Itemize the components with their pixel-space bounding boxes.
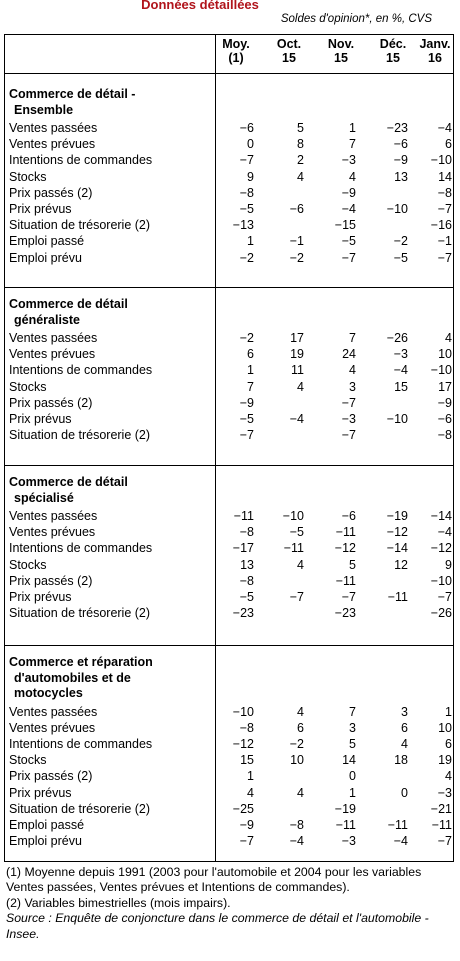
- cell-value: 11: [291, 363, 304, 378]
- cell-value: −8: [289, 817, 304, 832]
- cell-value: −23: [386, 121, 408, 135]
- cell-value: −16: [430, 218, 452, 233]
- cell-value: −3: [341, 412, 356, 426]
- cell-value: 10: [290, 753, 304, 768]
- row-label: Emploi prévu: [9, 834, 82, 849]
- cell-value: 6: [401, 720, 408, 735]
- cell-value: −8: [437, 428, 452, 443]
- table-row: [5, 152, 453, 168]
- cell-value: −8: [239, 573, 254, 588]
- column-header: [411, 37, 459, 65]
- cell-value: −11: [335, 525, 356, 540]
- section-title-line: spécialisé: [14, 490, 74, 505]
- cell-value: 9: [445, 557, 452, 572]
- cell-value: −10: [386, 202, 408, 216]
- row-label: Stocks: [9, 379, 47, 394]
- cell-value: −5: [393, 250, 408, 265]
- table-row: [5, 508, 453, 524]
- table-row: [5, 233, 453, 249]
- cell-value: −3: [341, 834, 356, 849]
- cell-value: 4: [297, 704, 304, 719]
- cell-value: 8: [297, 137, 304, 152]
- section-title-line: Commerce de détail: [9, 297, 128, 311]
- cell-value: −2: [289, 250, 304, 265]
- table-row: [5, 605, 453, 621]
- cell-value: 14: [342, 753, 356, 768]
- cell-value: 0: [247, 137, 254, 152]
- table-subtitle: Soldes d'opinion*, en %, CVS: [280, 13, 432, 25]
- cell-value: 24: [342, 347, 356, 362]
- cell-value: 3: [349, 379, 356, 394]
- section-divider: [5, 287, 453, 288]
- cell-value: −7: [341, 428, 356, 443]
- cell-value: −4: [393, 834, 408, 849]
- cell-value: −4: [437, 121, 452, 135]
- table-row: [5, 540, 453, 556]
- cell-value: 7: [247, 379, 254, 394]
- table-row: [5, 169, 453, 185]
- cell-value: −2: [393, 234, 408, 249]
- cell-value: −7: [239, 834, 254, 849]
- row-label: Stocks: [9, 753, 47, 768]
- cell-value: −3: [341, 153, 356, 168]
- cell-value: −12: [334, 541, 356, 556]
- row-label: Ventes passées: [9, 704, 98, 719]
- cell-value: 19: [290, 347, 304, 362]
- table-row: [5, 201, 453, 217]
- column-header-line1: Nov.: [327, 37, 355, 51]
- cell-value: −6: [341, 509, 356, 523]
- column-header-line1: Déc.: [379, 37, 407, 51]
- row-label: Ventes prévues: [9, 720, 96, 735]
- cell-value: −17: [232, 541, 254, 556]
- cell-value: 7: [349, 331, 356, 345]
- cell-value: −12: [386, 525, 408, 540]
- column-header-line2: (1): [228, 51, 244, 65]
- cell-value: −10: [232, 704, 254, 719]
- cell-value: −8: [239, 720, 254, 735]
- row-label: Ventes passées: [9, 509, 98, 523]
- cell-value: −2: [289, 736, 304, 751]
- cell-value: 4: [297, 557, 304, 572]
- cell-value: −7: [341, 590, 356, 604]
- table-row: [5, 768, 453, 784]
- cell-value: −4: [393, 363, 408, 378]
- cell-value: −13: [232, 218, 254, 233]
- cell-value: −8: [239, 525, 254, 540]
- column-header-line2: 15: [282, 51, 296, 65]
- row-label: Prix passés (2): [9, 185, 93, 200]
- column-header-line1: Oct.: [276, 37, 302, 51]
- column-header: [317, 37, 365, 65]
- cell-value: −1: [437, 234, 452, 249]
- section-title: [9, 297, 128, 328]
- cell-value: 1: [247, 363, 254, 378]
- cell-value: 7: [349, 137, 356, 152]
- cell-value: −3: [437, 785, 452, 800]
- column-header: [212, 37, 260, 65]
- row-label: Situation de trésorerie (2): [9, 801, 151, 816]
- cell-value: 1: [247, 769, 254, 784]
- cell-value: 6: [445, 137, 452, 152]
- cell-value: −2: [239, 331, 254, 345]
- cell-value: 6: [247, 347, 254, 362]
- cell-value: 10: [438, 720, 452, 735]
- row-label: Prix prévus: [9, 412, 72, 426]
- cell-value: −7: [341, 250, 356, 265]
- row-label: Situation de trésorerie (2): [9, 218, 151, 233]
- row-label: Ventes prévues: [9, 347, 96, 362]
- cell-value: −23: [232, 606, 254, 621]
- cell-value: −11: [283, 541, 304, 556]
- cell-value: −10: [386, 412, 408, 426]
- cell-value: −4: [289, 412, 304, 426]
- cell-value: −6: [393, 137, 408, 152]
- table-row: [5, 785, 453, 801]
- footnotes: [6, 865, 452, 942]
- table-row: [5, 330, 453, 346]
- cell-value: −10: [430, 573, 452, 588]
- section-title-line: généraliste: [14, 312, 81, 327]
- column-header-line2: 15: [334, 51, 348, 65]
- row-label: Intentions de commandes: [9, 541, 153, 556]
- table-row: [5, 736, 453, 752]
- row-label: Prix passés (2): [9, 769, 93, 784]
- cell-value: 4: [349, 169, 356, 184]
- page-title: Données détaillées: [141, 0, 259, 12]
- cell-value: 4: [401, 736, 408, 751]
- row-label: Emploi passé: [9, 817, 85, 832]
- row-label: Stocks: [9, 557, 47, 572]
- header-divider: [5, 73, 453, 74]
- cell-value: −8: [437, 185, 452, 200]
- row-label: Prix prévus: [9, 202, 72, 216]
- cell-value: −1: [289, 234, 304, 249]
- section-title-line: Commerce et réparation: [9, 655, 153, 669]
- column-header-line2: 16: [428, 51, 442, 65]
- cell-value: 4: [297, 169, 304, 184]
- table-row: [5, 217, 453, 233]
- cell-value: −10: [430, 363, 452, 378]
- cell-value: 12: [394, 557, 408, 572]
- cell-value: 17: [438, 379, 452, 394]
- cell-value: −6: [239, 121, 254, 135]
- cell-value: −7: [239, 153, 254, 168]
- footnote-2: (2) Variables bimestrielles (mois impairs).: [6, 895, 231, 910]
- section-title-line: d'automobiles et de: [14, 670, 131, 685]
- cell-value: −9: [341, 185, 356, 200]
- row-label: Emploi passé: [9, 234, 85, 249]
- cell-value: 4: [349, 363, 356, 378]
- cell-value: 5: [349, 557, 356, 572]
- table-row: [5, 362, 453, 378]
- cell-value: 3: [401, 704, 408, 719]
- cell-value: −9: [239, 395, 254, 410]
- table-row: [5, 524, 453, 540]
- cell-value: −12: [232, 736, 254, 751]
- cell-value: −21: [430, 801, 452, 816]
- table-row: [5, 346, 453, 362]
- column-header: [265, 37, 313, 65]
- cell-value: −6: [289, 202, 304, 216]
- row-label: Prix passés (2): [9, 395, 93, 410]
- cell-value: −9: [437, 395, 452, 410]
- cell-value: −11: [335, 573, 356, 588]
- cell-value: 14: [438, 169, 452, 184]
- cell-value: 17: [290, 331, 304, 345]
- table-row: [5, 833, 453, 849]
- cell-value: 7: [349, 704, 356, 719]
- cell-value: −2: [239, 250, 254, 265]
- cell-value: −26: [386, 331, 408, 345]
- section-title: [9, 475, 128, 506]
- row-label: Prix passés (2): [9, 573, 93, 588]
- cell-value: −5: [239, 590, 254, 604]
- cell-value: 4: [297, 785, 304, 800]
- cell-value: −5: [289, 525, 304, 540]
- cell-value: 15: [240, 753, 254, 768]
- cell-value: −12: [430, 541, 452, 556]
- table-row: [5, 120, 453, 136]
- data-table: [4, 34, 454, 862]
- cell-value: −11: [233, 509, 254, 523]
- cell-value: −7: [437, 202, 452, 216]
- section-divider: [5, 645, 453, 646]
- cell-value: 0: [349, 769, 356, 784]
- table-row: [5, 427, 453, 443]
- cell-value: 10: [438, 347, 452, 362]
- cell-value: 4: [297, 379, 304, 394]
- source-note: Source : Enquête de conjoncture dans le commerce de détail et l'automobile - Insee.: [6, 911, 429, 941]
- cell-value: 6: [445, 736, 452, 751]
- section-title: [9, 655, 153, 702]
- table-row: [5, 411, 453, 427]
- cell-value: −11: [387, 590, 408, 604]
- footnote-1: (1) Moyenne depuis 1991 (2003 pour l'automobile et 2004 pour les variables Ventes passées, Ventes prévues et Intentions de commandes).: [6, 865, 422, 895]
- row-label: Prix prévus: [9, 785, 72, 800]
- cell-value: −7: [289, 590, 304, 604]
- cell-value: 1: [445, 704, 452, 719]
- table-row: [5, 720, 453, 736]
- row-label: Prix prévus: [9, 590, 72, 604]
- cell-value: 4: [445, 331, 452, 345]
- row-label: Stocks: [9, 169, 47, 184]
- table-row: [5, 801, 453, 817]
- cell-value: 13: [394, 169, 408, 184]
- column-header-line1: Janv.: [419, 37, 451, 51]
- section-title-line: Commerce de détail: [9, 475, 128, 489]
- section-title-line: motocycles: [14, 686, 83, 700]
- cell-value: −7: [239, 428, 254, 443]
- cell-value: −5: [341, 234, 356, 249]
- table-row: [5, 573, 453, 589]
- cell-value: 0: [401, 785, 408, 800]
- cell-value: −5: [239, 202, 254, 216]
- section-divider: [5, 465, 453, 466]
- cell-value: −25: [232, 801, 254, 816]
- table-row: [5, 379, 453, 395]
- row-label: Ventes passées: [9, 331, 98, 345]
- cell-value: −19: [334, 801, 356, 816]
- cell-value: −5: [239, 412, 254, 426]
- row-label: Intentions de commandes: [9, 153, 153, 168]
- table-row: [5, 250, 453, 266]
- cell-value: −3: [393, 347, 408, 362]
- cell-value: 1: [349, 121, 356, 135]
- cell-value: −11: [431, 817, 452, 832]
- cell-value: −11: [335, 817, 356, 832]
- cell-value: 19: [438, 753, 452, 768]
- table-row: [5, 136, 453, 152]
- cell-value: −7: [437, 834, 452, 849]
- cell-value: −14: [430, 509, 452, 523]
- cell-value: −23: [334, 606, 356, 621]
- cell-value: 4: [247, 785, 254, 800]
- cell-value: −4: [437, 525, 452, 540]
- row-label: Ventes prévues: [9, 137, 96, 152]
- row-label: Intentions de commandes: [9, 736, 153, 751]
- row-label: Ventes prévues: [9, 525, 96, 540]
- section-title-line: Commerce de détail -: [9, 87, 136, 101]
- cell-value: −9: [239, 817, 254, 832]
- table-row: [5, 752, 453, 768]
- cell-value: −6: [437, 412, 452, 426]
- cell-value: 1: [349, 785, 356, 800]
- cell-value: −7: [437, 590, 452, 604]
- table-row: [5, 395, 453, 411]
- cell-value: −19: [386, 509, 408, 523]
- cell-value: 4: [445, 769, 452, 784]
- cell-value: 18: [394, 753, 408, 768]
- cell-value: 13: [240, 557, 254, 572]
- row-label: Emploi prévu: [9, 250, 82, 265]
- table-row: [5, 817, 453, 833]
- column-header: [369, 37, 417, 65]
- cell-value: −4: [341, 202, 356, 216]
- cell-value: −7: [437, 250, 452, 265]
- row-label: Situation de trésorerie (2): [9, 606, 151, 621]
- section-title-line: Ensemble: [14, 102, 74, 117]
- cell-value: −11: [387, 817, 408, 832]
- cell-value: 5: [297, 121, 304, 135]
- table-row: [5, 557, 453, 573]
- cell-value: −7: [341, 395, 356, 410]
- cell-value: 2: [297, 153, 304, 168]
- cell-value: −4: [289, 834, 304, 849]
- row-label: Situation de trésorerie (2): [9, 428, 151, 443]
- cell-value: −9: [393, 153, 408, 168]
- column-header-line2: 15: [386, 51, 400, 65]
- cell-value: 6: [297, 720, 304, 735]
- cell-value: −8: [239, 185, 254, 200]
- row-label: Ventes passées: [9, 121, 98, 135]
- cell-value: −26: [430, 606, 452, 621]
- cell-value: −10: [282, 509, 304, 523]
- table-row: [5, 589, 453, 605]
- section-title: [9, 87, 135, 118]
- cell-value: 3: [349, 720, 356, 735]
- row-label: Intentions de commandes: [9, 363, 153, 378]
- table-row: [5, 185, 453, 201]
- cell-value: 1: [247, 234, 254, 249]
- column-header-line1: Moy.: [222, 37, 250, 51]
- cell-value: −14: [386, 541, 408, 556]
- table-row: [5, 704, 453, 720]
- cell-value: −10: [430, 153, 452, 168]
- cell-value: −15: [334, 218, 356, 233]
- cell-value: 15: [394, 379, 408, 394]
- cell-value: 9: [247, 169, 254, 184]
- cell-value: 5: [349, 736, 356, 751]
